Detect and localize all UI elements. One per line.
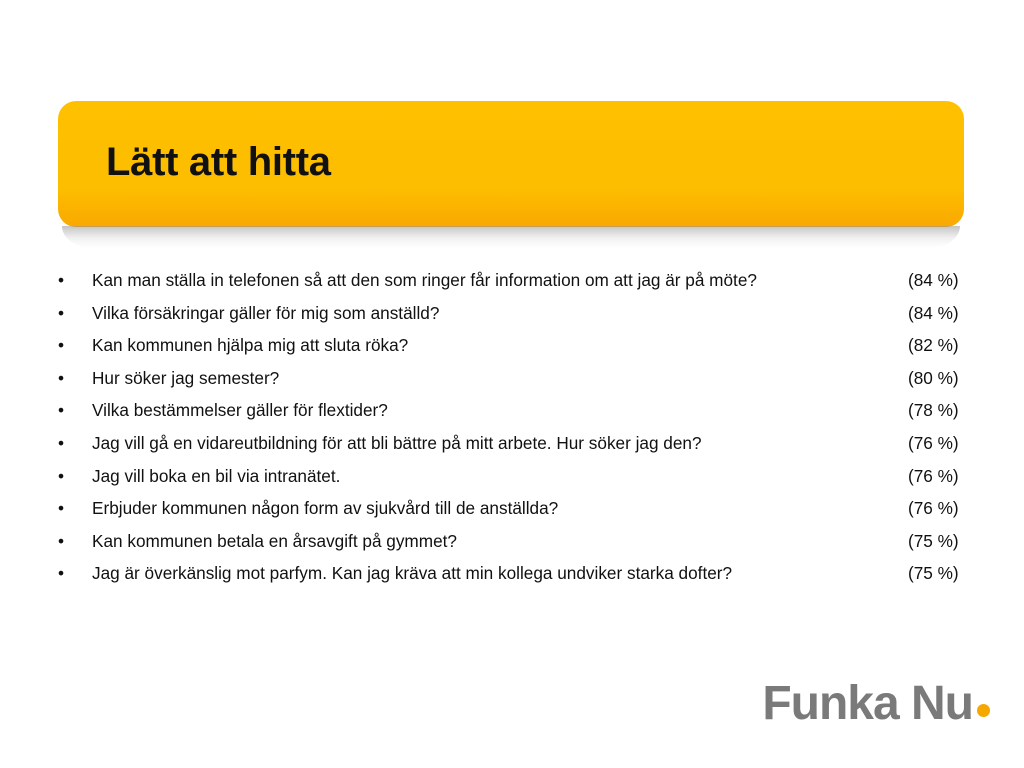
- slide-title: Lätt att hitta: [106, 140, 331, 184]
- list-item: [58, 494, 970, 527]
- question-percent: (76 %): [908, 432, 959, 453]
- list-item: [58, 559, 970, 592]
- question-list: [58, 266, 970, 592]
- question-percent: (76 %): [908, 465, 959, 486]
- list-item: [58, 266, 970, 299]
- question-percent: (84 %): [908, 302, 959, 323]
- question-text: Hur söker jag semester?: [92, 367, 280, 388]
- bullet-icon: •: [58, 563, 65, 584]
- question-percent: (80 %): [908, 367, 959, 388]
- list-item: [58, 527, 970, 560]
- logo-text: Funka Nu: [762, 677, 973, 730]
- question-text: Erbjuder kommunen någon form av sjukvård till de anställda?: [92, 498, 559, 519]
- bullet-icon: •: [58, 432, 65, 453]
- list-item: [58, 462, 970, 495]
- question-percent: (76 %): [908, 498, 959, 519]
- question-text: Kan man ställa in telefonen så att den som ringer får information om att jag är på möte?: [92, 270, 757, 290]
- question-percent: (82 %): [908, 335, 959, 356]
- bullet-icon: •: [58, 498, 65, 519]
- question-text: Jag vill gå en vidareutbildning för att bli bättre på mitt arbete. Hur söker jag den?: [92, 432, 702, 453]
- list-item: [58, 299, 970, 332]
- question-percent: (78 %): [908, 400, 959, 421]
- question-text: Kan kommunen betala en årsavgift på gymmet?: [92, 530, 457, 551]
- question-text: Kan kommunen hjälpa mig att sluta röka?: [92, 335, 409, 356]
- list-item: [58, 331, 970, 364]
- bullet-icon: •: [58, 400, 65, 421]
- list-item: [58, 364, 970, 397]
- question-percent: (75 %): [908, 530, 959, 551]
- question-percent: (84 %): [908, 270, 959, 290]
- question-text: Jag vill boka en bil via intranätet.: [92, 465, 341, 486]
- list-item: [58, 396, 970, 429]
- list-item: [58, 429, 970, 462]
- title-bar-shadow: [62, 226, 960, 248]
- question-text: Jag är överkänslig mot parfym. Kan jag kräva att min kollega undviker starka dofter?: [92, 563, 733, 584]
- bullet-icon: •: [58, 367, 65, 388]
- logo-dot-icon: [977, 704, 990, 717]
- bullet-icon: •: [58, 302, 65, 323]
- question-percent: (75 %): [908, 563, 959, 584]
- question-text: Vilka försäkringar gäller för mig som anställd?: [92, 302, 440, 323]
- bullet-icon: •: [58, 530, 65, 551]
- bullet-icon: •: [58, 465, 65, 486]
- bullet-icon: •: [58, 335, 65, 356]
- funka-nu-logo: [762, 674, 990, 734]
- bullet-icon: •: [58, 270, 65, 290]
- question-text: Vilka bestämmelser gäller för flextider?: [92, 400, 388, 421]
